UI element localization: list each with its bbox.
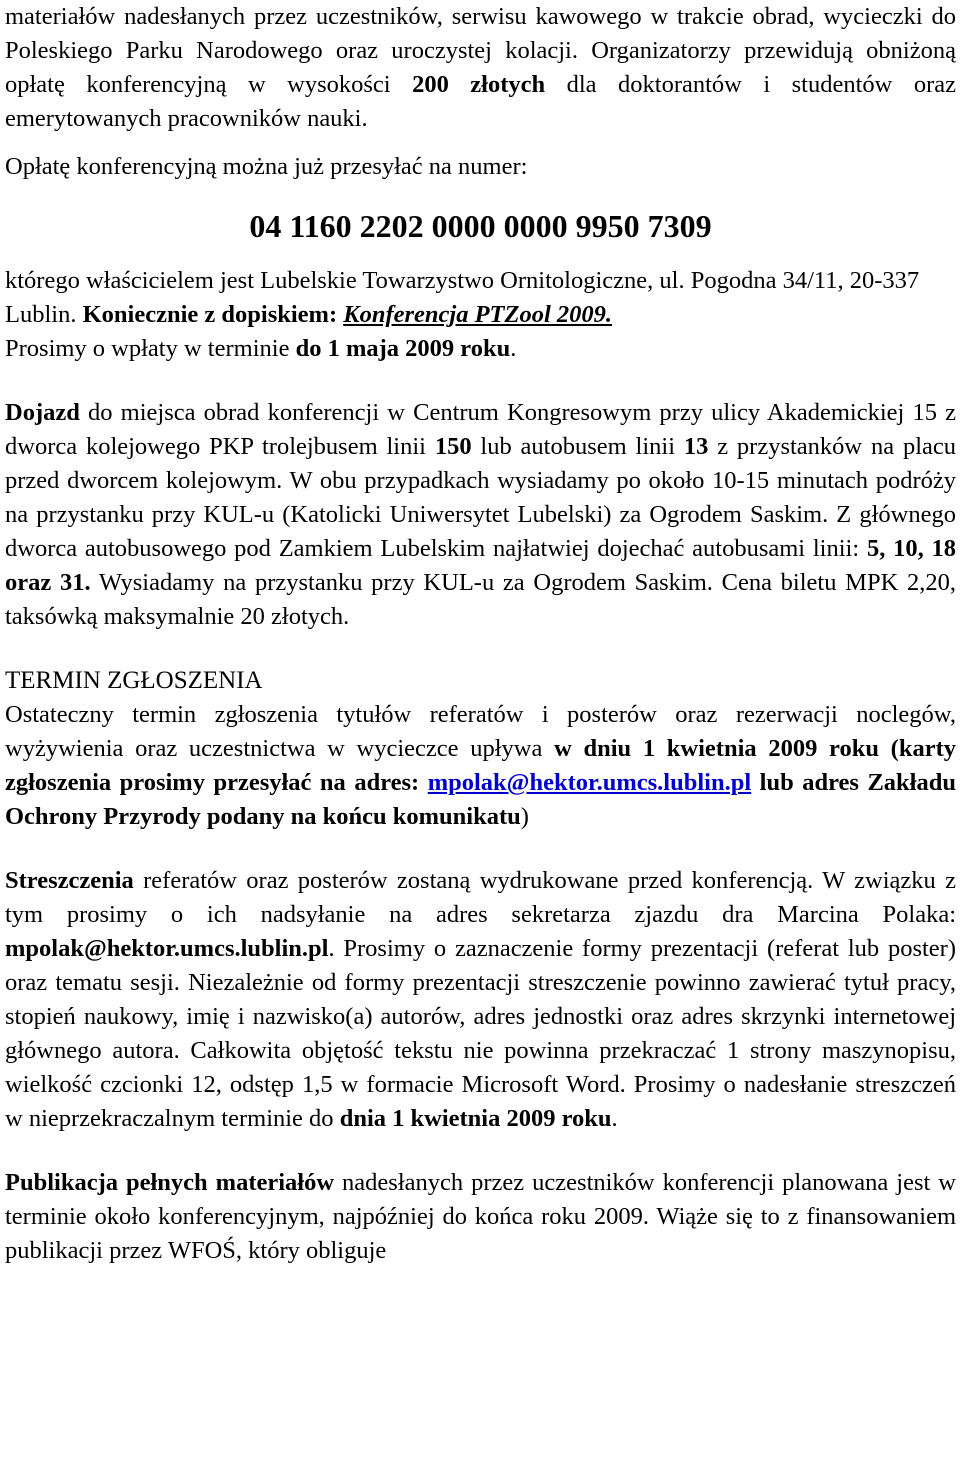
abstracts-label: Streszczenia — [5, 867, 134, 894]
bank-account-number: 04 1160 2202 0000 0000 9950 7309 — [249, 208, 712, 244]
intro-paragraph: materiałów nadesłanych przez uczestników, serwisu kawowego w trakcie obrad, wycieczki do Poleskiego Parku Narodowego oraz uroczystej kolacji. Organizatorzy przewidują obniżoną opłatę konferencyjną w wysokości 200 złotych dla doktorantów i studentów oraz emerytowanych pracowników nauki. — [5, 3, 957, 132]
publication-label: Publikacja pełnych materiałów — [5, 1169, 335, 1196]
publication-paragraph: Publikacja pełnych materiałów nadesłanych przez uczestników konferencji planowana jest w terminie około konferencyjnym, najpóźniej do końca roku 2009. Wiąże się to z finansowaniem publikacji przez WFOŚ, który obliguje — [5, 1169, 956, 1264]
transfer-note-value: Konferencja PTZool 2009. — [343, 301, 613, 328]
bus-lines: 5, 10, 18 oraz 31. — [5, 535, 956, 596]
travel-label: Dojazd — [5, 399, 80, 426]
secretary-email: mpolak@hektor.umcs.lublin.pl — [5, 935, 329, 962]
abstracts-deadline: dnia 1 kwietnia 2009 roku — [339, 1105, 612, 1132]
reduced-fee-amount: 200 złotych — [412, 71, 546, 98]
section-heading-deadline: TERMIN ZGŁOSZENIA — [5, 667, 263, 694]
payment-details: którego właścicielem jest Lubelskie Towarzystwo Ornitologiczne, ul. Pogodna 34/11, 20-337 Lublin. Koniecznie z dopiskiem: Konferencja PTZool 2009. Prosimy o wpłaty w terminie do 1 maja 2009 roku. — [5, 267, 920, 362]
email-link[interactable]: mpolak@hektor.umcs.lublin.pl — [427, 769, 752, 796]
abstracts-paragraph: Streszczenia referatów oraz posterów zostaną wydrukowane przed konferencją. W związku z tym prosimy o ich nadsyłanie na adres sekretarza zjazdu dra Marcina Polaka: mpolak@hektor.umcs.lublin.pl. Prosimy o zaznaczenie formy prezentacji (referat lub poster) oraz tematu sesji. Niezależnie od formy prezentacji streszczenie powinno zawierać tytuł pracy, stopień naukowy, imię i nazwisko(a) autorów, adres jednostki oraz adres skrzynki internetowej głównego autora. Całkowita objętość tekstu nie powinna przekraczać 1 strony maszynopisu, wielkość czcionki 12, odstęp 1,5 w formacie Microsoft Word. Prosimy o nadesłanie streszczeń w nieprzekraczalnym terminie do dnia 1 kwietnia 2009 roku. — [5, 867, 956, 1132]
transfer-note-prefix: Koniecznie z dopiskiem: — [82, 301, 344, 328]
payment-deadline: do 1 maja 2009 roku — [295, 335, 511, 362]
payment-lead: Opłatę konferencyjną można już przesyłać na numer: — [5, 153, 528, 180]
travel-paragraph: Dojazd do miejsca obrad konferencji w Centrum Kongresowym przy ulicy Akademickiej 15 z dworca kolejowego PKP trolejbusem linii 150 lub autobusem linii 13 z przystanków na placu przed dworcem kolejowym. W obu przypadkach wysiadamy po około 10-15 minutach podróży na przystanku przy KUL-u (Katolicki Uniwersytet Lubelski) za Ogrodem Saskim. Z głównego dworca autobusowego pod Zamkiem Lubelskim najłatwiej dojechać autobusami linii: 5, 10, 18 oraz 31. Wysiadamy na przystanku przy KUL-u za Ogrodem Saskim. Cena biletu MPK 2,20, taksówką maksymalnie 20 złotych. — [5, 399, 956, 630]
deadline-paragraph: Ostateczny termin zgłoszenia tytułów referatów i posterów oraz rezerwacji noclegów, wyżywienia oraz uczestnictwa w wycieczce upływa w dniu 1 kwietnia 2009 roku (karty zgłoszenia prosimy przesyłać na adres: mpolak@hektor.umcs.lublin.pl lub adres Zakładu Ochrony Przyrody podany na końcu komunikatu) — [5, 701, 956, 830]
